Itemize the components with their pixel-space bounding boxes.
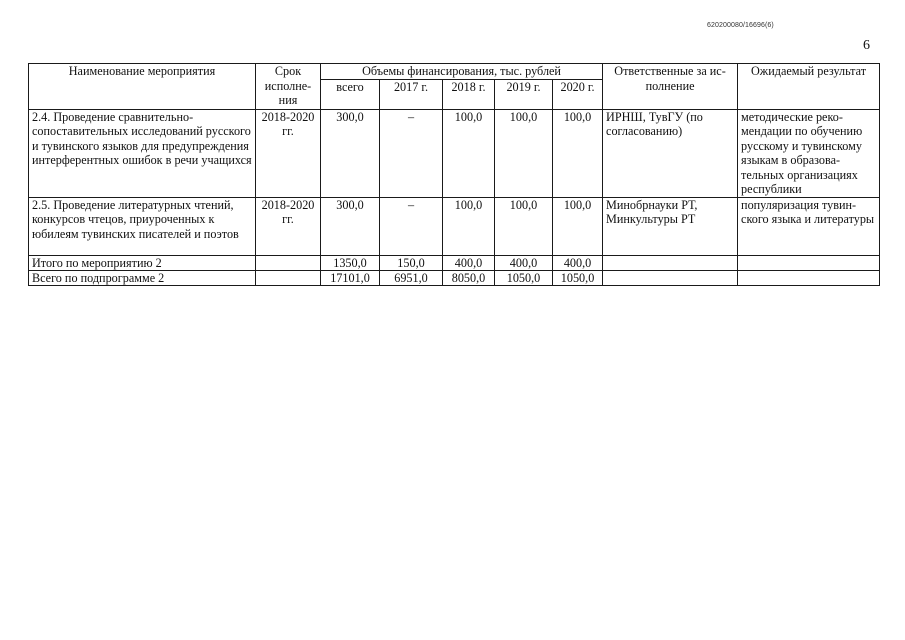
empty-cell <box>256 255 321 270</box>
empty-cell <box>603 270 738 285</box>
responsible-parties: ИРНШ, ТувГУ (по согласованию) <box>603 109 738 197</box>
grand-total-sum: 17101,0 <box>321 270 380 285</box>
table-total-row <box>29 255 880 270</box>
table-grand-total-row <box>29 270 880 285</box>
page-number: 6 <box>863 38 870 53</box>
grand-total-2019: 1050,0 <box>495 270 553 285</box>
table-row <box>29 197 880 255</box>
grand-total-label: Всего по подпрограмме 2 <box>29 270 256 285</box>
grand-total-2017: 6951,0 <box>380 270 443 285</box>
document-id: 620200080/16696(6) <box>707 22 774 29</box>
total-sum: 1350,0 <box>321 255 380 270</box>
funding-2018: 100,0 <box>443 197 495 255</box>
funding-2017: – <box>380 109 443 197</box>
column-header-funding: Объемы финансирования, тыс. рублей <box>321 64 603 80</box>
total-2019: 400,0 <box>495 255 553 270</box>
grand-total-2020: 1050,0 <box>553 270 603 285</box>
column-header-2019: 2019 г. <box>495 79 553 109</box>
empty-cell <box>603 255 738 270</box>
funding-2017: – <box>380 197 443 255</box>
responsible-parties: Минобрнауки РТ, Минкультуры РТ <box>603 197 738 255</box>
column-header-total: всего <box>321 79 380 109</box>
activity-term: 2018-2020 гг. <box>256 109 321 197</box>
expected-result: популяризация тувинского языка и литературы <box>738 197 880 255</box>
funding-2020: 100,0 <box>553 109 603 197</box>
total-label: Итого по мероприятию 2 <box>29 255 256 270</box>
total-2017: 150,0 <box>380 255 443 270</box>
empty-cell <box>738 255 880 270</box>
funding-2018: 100,0 <box>443 109 495 197</box>
column-header-name: Наименование мероприятия <box>29 64 256 110</box>
table-row <box>29 109 880 197</box>
activity-name: 2.4. Проведение сравнительно-сопоставительных исследований русского и тувинского языков для предупреждения интерферентных ошибок в речи учащихся <box>29 109 256 197</box>
activity-name: 2.5. Проведение литературных чтений, конкурсов чтецов, приуроченных к юбилеям тувинских писателей и поэтов <box>29 197 256 255</box>
expected-result: методические рекомендации по обучению русскому и тувинскому языкам в образовательных организациях республики <box>738 109 880 197</box>
funding-2020: 100,0 <box>553 197 603 255</box>
column-header-2017: 2017 г. <box>380 79 443 109</box>
funding-total: 300,0 <box>321 109 380 197</box>
total-2018: 400,0 <box>443 255 495 270</box>
funding-2019: 100,0 <box>495 197 553 255</box>
empty-cell <box>256 270 321 285</box>
grand-total-2018: 8050,0 <box>443 270 495 285</box>
activity-term: 2018-2020 гг. <box>256 197 321 255</box>
funding-table <box>28 63 880 286</box>
table-header-row <box>29 64 880 80</box>
column-header-result: Ожидаемый результат <box>738 64 880 110</box>
column-header-responsible: Ответственные за исполнение <box>603 64 738 110</box>
column-header-2020: 2020 г. <box>553 79 603 109</box>
funding-2019: 100,0 <box>495 109 553 197</box>
empty-cell <box>738 270 880 285</box>
total-2020: 400,0 <box>553 255 603 270</box>
column-header-term: Срок исполнения <box>256 64 321 110</box>
column-header-2018: 2018 г. <box>443 79 495 109</box>
funding-total: 300,0 <box>321 197 380 255</box>
